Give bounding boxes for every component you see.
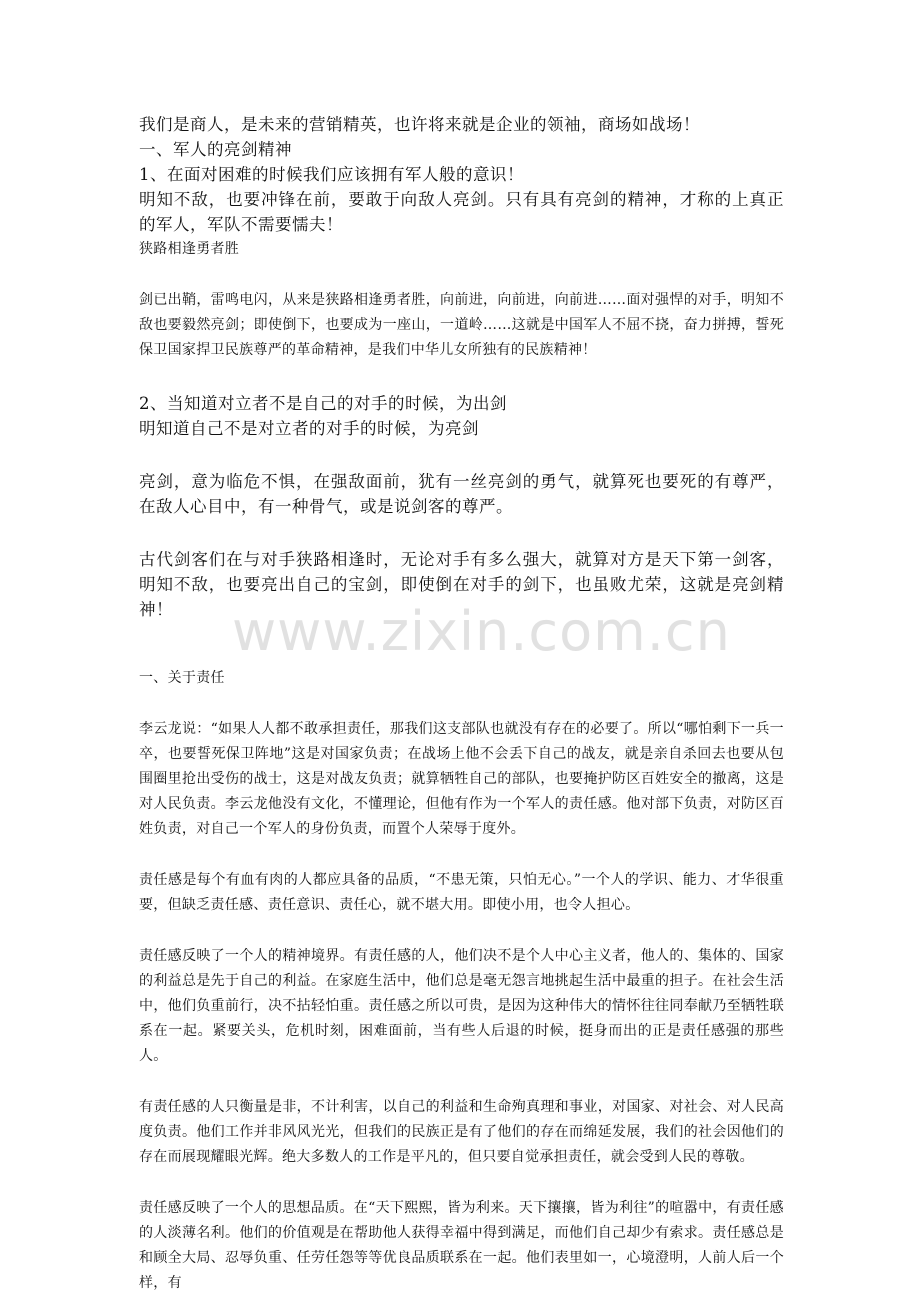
spacer [139,842,784,868]
spacer [139,1170,784,1196]
point-2-subtitle: 明知道自己不是对立者的对手的时候，为亮剑 [139,419,479,438]
section-heading-responsibility: 一、关于责任 [139,670,225,686]
intro-line: 我们是商人，是未来的营销精英，也许将来就是企业的领袖，商场如战场！ [139,115,700,134]
spacer [139,622,784,666]
spacer [139,262,784,288]
watermark: www.zixin.com.cn [232,600,731,663]
spacer [139,1069,784,1095]
subheading: 狭路相逢勇者胜 [139,241,240,257]
spacer [139,363,784,391]
spacer [139,691,784,717]
document-body [139,112,784,1296]
ancient-swordsman-paragraph: 古代剑客们在与对手狭路相逢时，无论对手有多么强大，就算对方是天下第一剑客，明知不敌，也要亮出自己的宝剑，即使倒在对手的剑下，也虽败尤荣，这就是亮剑精神！ [139,550,784,619]
responsibility-paragraph: 李云龙说：“如果人人都不敢承担责任，那我们这支部队也就没有存在的必要了。所以“哪怕剩下一兵一卒，也要誓死保卫阵地”这是对国家负责；在战场上他不会丢下自己的战友，就是亲自杀回去也要从包围圈里抢出受伤的战士，这是对战友负责；就算牺牲自己的部队，也要掩护防区百姓安全的撤离，这是对人民负责。李云龙他没有文化，不懂理论，但他有作为一个军人的责任感。他对部下负责，对防区百姓负责，对自己一个军人的身份负责，而置个人荣辱于度外。 [139,721,784,837]
responsibility-paragraph: 责任感反映了一个人的思想品质。在“天下熙熙，皆为利来。天下攘攘，皆为利往”的喧嚣中，有责任感的人淡薄名利。他们的价值观是在帮助他人获得幸福中得到满足，而他们自己却少有索求。责任感总是和顾全大局、忍辱负重、任劳任怨等等优良品质联系在一起。他们表里如一，心境澄明，人前人后一个样，有 [139,1200,784,1291]
responsibility-paragraph: 责任感反映了一个人的精神境界。有责任感的人，他们决不是个人中心主义者，他人的、集体的、国家的利益总是先于自己的利益。在家庭生活中，他们总是毫无怨言地挑起生活中最重的担子。在社会生活中，他们负重前行，决不拈轻怕重。责任感之所以可贵，是因为这种伟大的情怀往往同奉献乃至牺牲联系在一起。紧要关头，危机时刻，困难面前，当有些人后退的时候，挺身而出的正是责任感强的那些人。 [139,948,784,1064]
point-2-title: 2、当知道对立者不是自己的对手的时候，为出剑 [139,394,507,413]
liangjian-paragraph: 亮剑，意为临危不惧，在强敌面前，犹有一丝亮剑的勇气，就算死也要死的有尊严，在敌人心目中，有一种骨气，或是说剑客的尊严。 [139,472,784,516]
point-1-title: 1、在面对困难的时候我们应该拥有军人般的意识！ [139,165,524,184]
responsibility-paragraph: 责任感是每个有血有肉的人都应具备的品质，“不患无策，只怕无心。”一个人的学识、能力、才华很重要，但缺乏责任感、责任意识、责任心，就不堪大用。即使小用，也令人担心。 [139,872,784,913]
section-heading-soldier-spirit: 一、军人的亮剑精神 [139,140,292,159]
sword-paragraph: 剑已出鞘，雷鸣电闪，从来是狭路相逢勇者胜，向前进，向前进，向前进……面对强悍的对手，明知不敌也要毅然亮剑；即使倒下，也要成为一座山，一道岭……这就是中国军人不屈不挠，奋力拼搏，誓死保卫国家捍卫民族尊严的革命精神，是我们中华儿女所独有的民族精神！ [139,292,784,358]
spacer [139,519,784,547]
responsibility-paragraph: 有责任感的人只衡量是非，不计利害，以自己的利益和生命殉真理和事业，对国家、对社会、对人民高度负责。他们工作并非风风光光，但我们的民族正是有了他们的存在而绵延发展，我们的社会因他们的存在而展现耀眼光辉。绝大多数人的工作是平凡的，但只要自觉承担责任，就会受到人民的尊敬。 [139,1099,784,1165]
spacer [139,441,784,469]
point-1-body: 明知不敌，也要冲锋在前，要敢于向敌人亮剑。只有具有亮剑的精神，才称的上真正的军人，军队不需要懦夫！ [139,190,784,234]
spacer [139,918,784,944]
